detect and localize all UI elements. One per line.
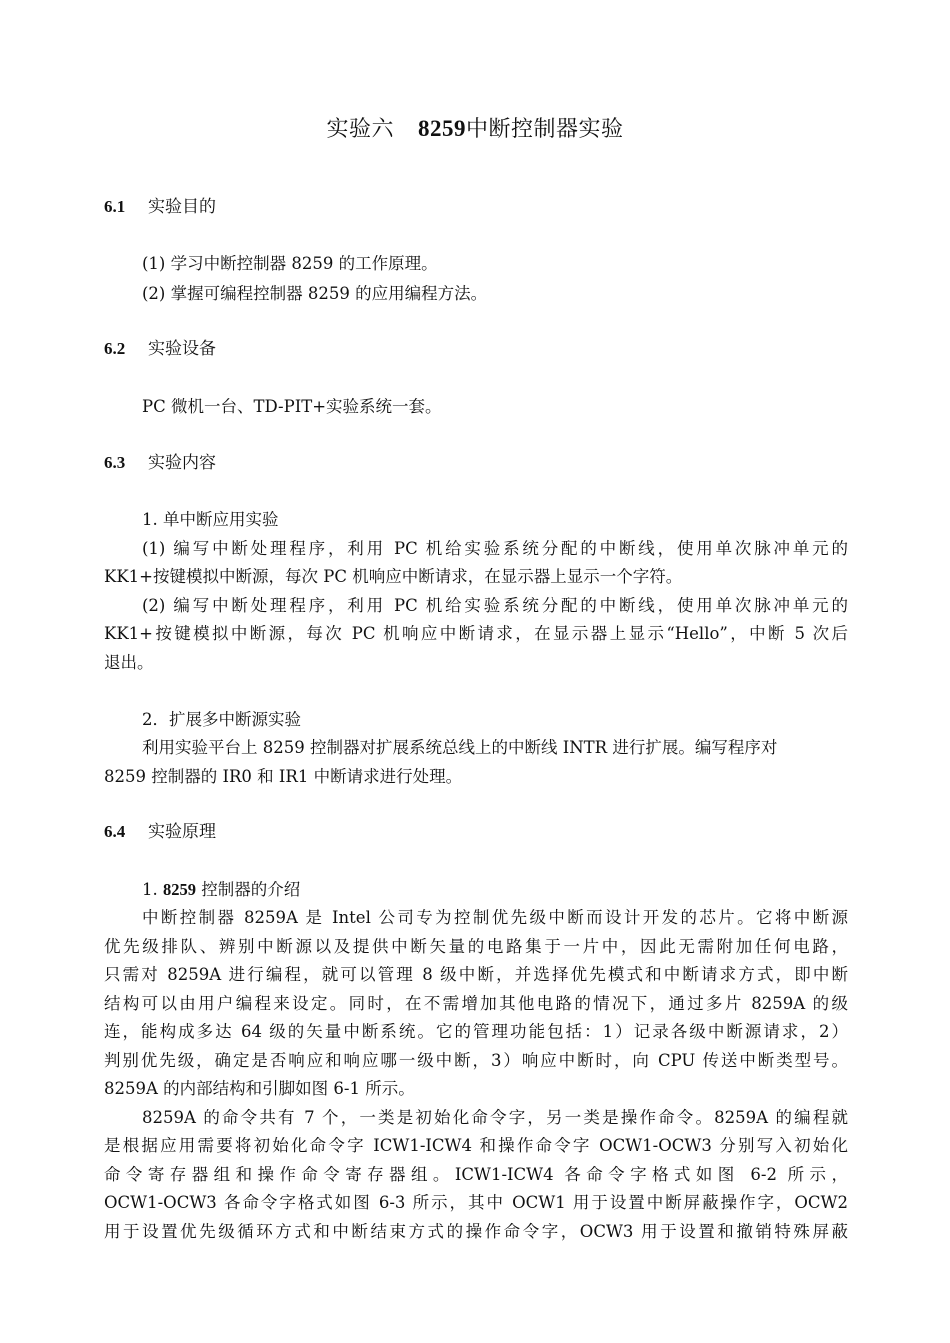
- title-number: 8259: [418, 116, 466, 141]
- content-paragraph-line: KK1+按键模拟中断源，每次 PC 机响应中断请求，在显示器上显示一个字符。: [104, 567, 683, 586]
- section-heading-6-2: [104, 334, 216, 359]
- section-label: 实验目的: [148, 197, 216, 217]
- principle-heading-1: [142, 876, 300, 900]
- section-heading-6-3: [104, 448, 216, 473]
- principle-paragraph-line: 结构可以由用户编程来设定。同时，在不需增加其他电路的情况下，通过多片 8259A 的级: [104, 994, 848, 1013]
- content-paragraph-line: 利用实验平台上 8259 控制器对扩展系统总线上的中断线 INTR 进行扩展。编写程序对: [142, 738, 778, 757]
- heading-suffix: 控制器的介绍: [196, 880, 301, 899]
- heading-prefix: 1.: [142, 880, 163, 899]
- title-prefix: 实验六: [326, 117, 394, 142]
- principle-paragraph-line: 判别优先级，确定是否响应和响应哪一级中断，3）响应中断时，向 CPU 传送中断类型号。: [104, 1051, 848, 1070]
- section-heading-6-1: [104, 192, 216, 217]
- section-label: 实验原理: [148, 822, 216, 842]
- page-title: [0, 112, 950, 143]
- principle-paragraph-line: 连，能构成多达 64 级的矢量中断系统。它的管理功能包括：1）记录各级中断源请求，2）: [104, 1022, 848, 1041]
- content-paragraph-line: (2) 编写中断处理程序，利用 PC 机给实验系统分配的中断线，使用单次脉冲单元的: [142, 596, 848, 615]
- section-label: 实验内容: [148, 453, 216, 473]
- equipment-text: PC 微机一台、TD-PIT+实验系统一套。: [142, 397, 442, 416]
- content-heading-1: 1. 单中断应用实验: [142, 510, 279, 529]
- principle-paragraph-line: 优先级排队、辨别中断源以及提供中断矢量的电路集于一片中，因此无需附加任何电路，: [104, 937, 848, 956]
- content-paragraph-line: 退出。: [104, 653, 154, 672]
- section-heading-6-4: [104, 817, 216, 842]
- principle-paragraph-line: 用于设置优先级循环方式和中断结束方式的操作命令字，OCW3 用于设置和撤销特殊屏蔽: [104, 1222, 848, 1241]
- section-label: 实验设备: [148, 339, 216, 359]
- purpose-item-1: (1) 学习中断控制器 8259 的工作原理。: [142, 254, 438, 273]
- purpose-item-2: (2) 掌握可编程控制器 8259 的应用编程方法。: [142, 284, 488, 303]
- section-number: 6.2: [104, 339, 126, 358]
- heading-bold: 8259: [163, 880, 196, 899]
- section-number: 6.1: [104, 197, 126, 216]
- principle-paragraph-line: OCW1-OCW3 各命令字格式如图 6-3 所示，其中 OCW1 用于设置中断屏蔽操作字，OCW2: [104, 1193, 848, 1212]
- section-number: 6.4: [104, 822, 126, 841]
- content-paragraph-line: 8259 控制器的 IR0 和 IR1 中断请求进行处理。: [104, 767, 463, 786]
- content-heading-2: 2．扩展多中断源实验: [142, 710, 301, 729]
- principle-paragraph-line: 8259A 的内部结构和引脚如图 6-1 所示。: [104, 1079, 415, 1098]
- principle-paragraph-line: 中断控制器 8259A 是 Intel 公司专为控制优先级中断而设计开发的芯片。它将中断源: [142, 908, 848, 927]
- principle-paragraph-line: 命令寄存器组和操作命令寄存器组。ICW1-ICW4 各命令字格式如图 6-2 所示，: [104, 1165, 848, 1184]
- section-number: 6.3: [104, 453, 126, 472]
- title-suffix: 中断控制器实验: [466, 117, 624, 142]
- content-paragraph-line: (1) 编写中断处理程序，利用 PC 机给实验系统分配的中断线，使用单次脉冲单元的: [142, 539, 848, 558]
- principle-paragraph-line: 是根据应用需要将初始化命令字 ICW1-ICW4 和操作命令字 OCW1-OCW3 分别写入初始化: [104, 1136, 848, 1155]
- principle-paragraph-line: 只需对 8259A 进行编程，就可以管理 8 级中断，并选择优先模式和中断请求方式，即中断: [104, 965, 848, 984]
- principle-paragraph-line: 8259A 的命令共有 7 个，一类是初始化命令字，另一类是操作命令。8259A 的编程就: [142, 1108, 848, 1127]
- content-paragraph-line: KK1+按键模拟中断源，每次 PC 机响应中断请求，在显示器上显示“Hello”，中断 5 次后: [104, 624, 848, 643]
